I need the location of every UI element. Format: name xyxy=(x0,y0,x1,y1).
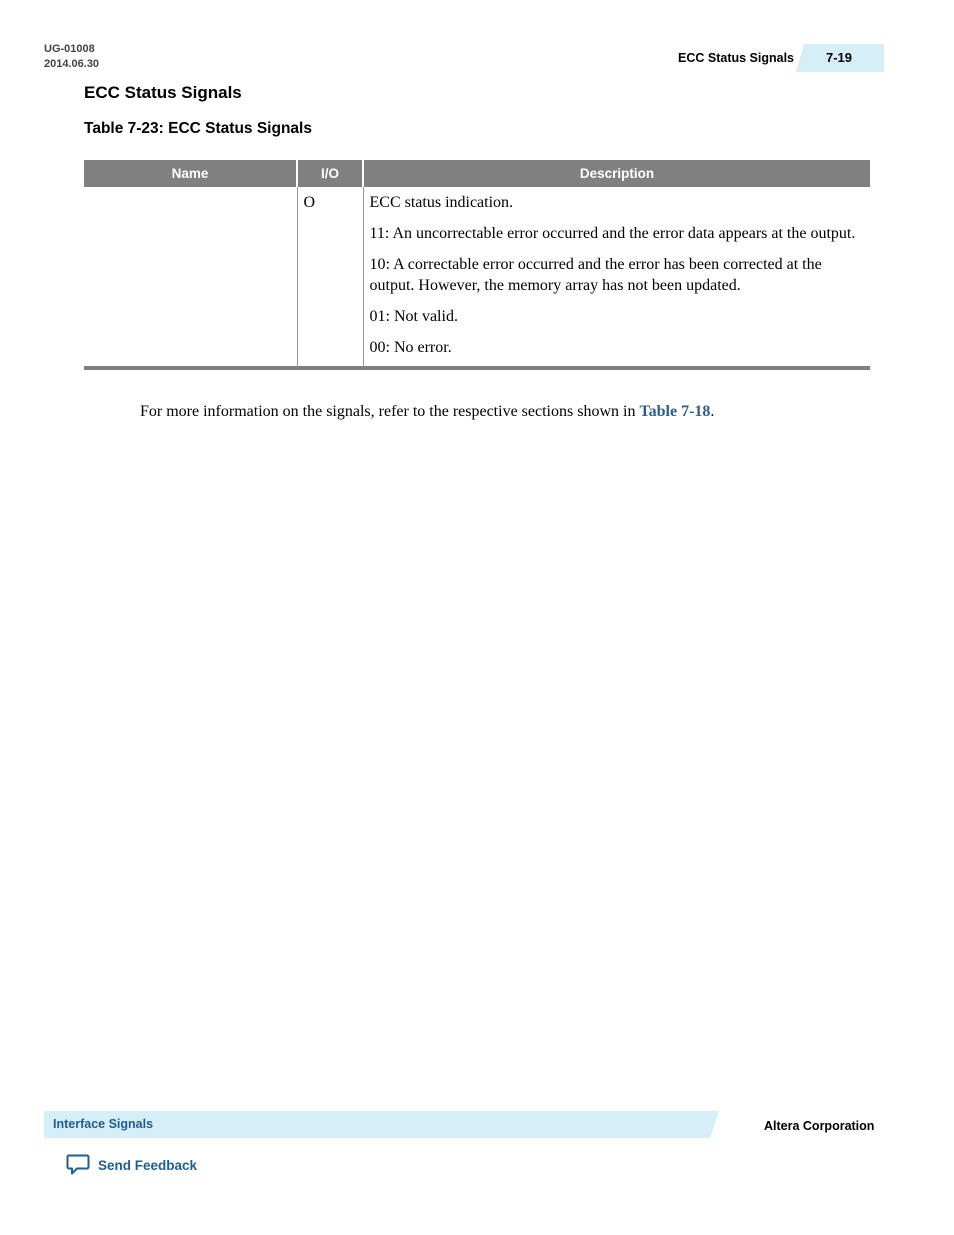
description-line: 01: Not valid. xyxy=(369,308,458,325)
send-feedback-link[interactable] xyxy=(66,1154,197,1176)
cell-description xyxy=(363,187,870,368)
speech-bubble-icon xyxy=(66,1154,90,1176)
footer-chapter-title: Interface Signals xyxy=(53,1117,154,1131)
table-reference-link[interactable]: Table 7-18 xyxy=(639,403,711,420)
send-feedback-label: Send Feedback xyxy=(98,1157,198,1173)
doc-date: 2014.06.30 xyxy=(44,58,100,70)
table-header-row xyxy=(84,160,870,187)
description-line: 00: No error. xyxy=(369,339,452,356)
table-caption: Table 7-23: ECC Status Signals xyxy=(84,120,312,137)
column-header-name: Name xyxy=(84,160,297,187)
signals-table xyxy=(84,160,870,370)
cell-name xyxy=(84,187,297,368)
page-number: 7-19 xyxy=(826,50,853,65)
document-id xyxy=(44,42,99,72)
table-row xyxy=(84,187,870,368)
footnote-paragraph xyxy=(140,403,714,421)
header-section-name: ECC Status Signals xyxy=(678,51,794,65)
footer-company: Altera Corporation xyxy=(764,1119,875,1133)
footnote-end: . xyxy=(710,403,715,420)
section-title: ECC Status Signals xyxy=(84,83,242,102)
footnote-text: For more information on the signals, refer to the respective sections shown in xyxy=(140,403,640,420)
doc-number: UG-01008 xyxy=(44,43,95,55)
column-header-io: I/O xyxy=(297,160,363,187)
description-line: ECC status indication. xyxy=(369,194,514,211)
column-header-description: Description xyxy=(363,160,870,187)
description-line: 11: An uncorrectable error occurred and the error data appears at the output. xyxy=(369,225,856,242)
description-line: 10: A correctable error occurred and the error has been corrected at the output. However, the memory array has not been updated. xyxy=(369,256,822,294)
cell-io: O xyxy=(297,187,363,368)
